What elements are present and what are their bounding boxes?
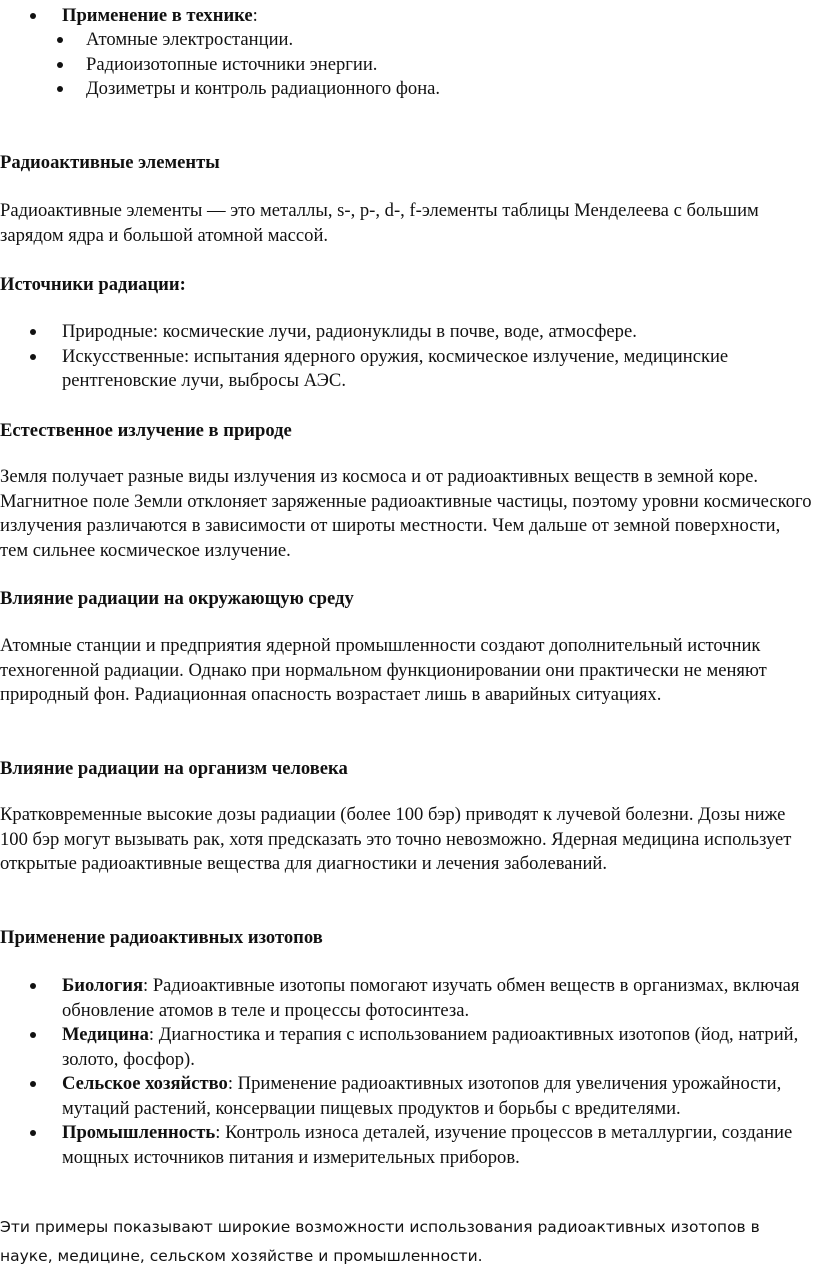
section-heading: Естественное излучение в природе	[0, 420, 292, 441]
section-paragraph: Земля получает разные виды излучения из космоса и от радиоактивных веществ в земной коре. Магнитное поле Земли отклоняет заряженные радиоактивные частицы, поэтому уровни космического излучения различаются в зависимости от широты местности. Чем дальше от земной поверхности, тем сильнее космическое излучение.	[0, 466, 812, 561]
technology-sublist	[0, 28, 816, 102]
list-item-term: Биология	[62, 975, 144, 996]
list-item	[0, 345, 816, 394]
list-item	[0, 1121, 816, 1170]
bullet-icon	[30, 354, 36, 360]
list-item-title: Применение в технике	[62, 5, 253, 26]
bullet-icon	[57, 62, 63, 68]
list-item	[0, 77, 816, 102]
sources-list	[0, 320, 816, 394]
list-item-term: Сельское хозяйство	[62, 1073, 228, 1094]
list-item-text: : Применение радиоактивных изотопов для увеличения урожайности, мутаций растений, консервации пищевых продуктов и борьбы с вредителями.	[62, 1073, 782, 1119]
section-heading: Источники радиации:	[0, 274, 186, 295]
list-item-text: Искусственные: испытания ядерного оружия, космическое излучение, медицинские рентгеновские лучи, выбросы АЭС.	[62, 345, 729, 391]
section-heading: Влияние радиации на организм человека	[0, 758, 348, 779]
list-item-text: Дозиметры и контроль радиационного фона.	[86, 78, 441, 99]
closing-paragraph: Эти примеры показывают широкие возможности использования радиоактивных изотопов в науке, медицине, сельском хозяйстве и промышленности.	[0, 1218, 760, 1265]
section-paragraph: Кратковременные высокие дозы радиации (более 100 бэр) приводят к лучевой болезни. Дозы ниже 100 бэр могут вызывать рак, хотя предсказать это точно невозможно. Ядерная медицина использует открытые радиоактивные вещества для диагностики и лечения заболеваний.	[0, 804, 792, 874]
bullet-icon	[57, 37, 63, 43]
section-paragraph: Атомные станции и предприятия ядерной промышленности создают дополнительный источник техногенной радиации. Однако при нормальном функционировании они практически не меняют природный фон. Радиационная опасность возрастает лишь в аварийных ситуациях.	[0, 635, 767, 705]
list-item	[0, 974, 816, 1023]
list-item-colon: :	[252, 5, 258, 26]
list-item	[0, 53, 816, 78]
list-item-text: : Радиоактивные изотопы помогают изучать обмен веществ в организмах, включая обновление атомов в теле и процессы фотосинтеза.	[62, 975, 800, 1021]
isotopes-list	[0, 974, 816, 1170]
list-item-text: : Диагностика и терапия с использованием радиоактивных изотопов (йод, натрий, золото, фосфор).	[62, 1024, 799, 1070]
bullet-icon	[30, 1130, 36, 1136]
bullet-icon	[30, 329, 36, 335]
list-item	[0, 4, 816, 29]
list-item	[0, 320, 816, 345]
list-item-term: Промышленность	[62, 1122, 216, 1143]
bullet-icon	[30, 1032, 36, 1038]
technology-list	[0, 4, 816, 29]
bullet-icon	[30, 1081, 36, 1087]
list-item	[0, 1023, 816, 1072]
bullet-icon	[57, 86, 63, 92]
section-paragraph: Радиоактивные элементы — это металлы, s-, p-, d-, f-элементы таблицы Менделеева с большим зарядом ядра и большой атомной массой.	[0, 200, 759, 246]
list-item	[0, 28, 816, 53]
bullet-icon	[30, 13, 36, 19]
list-item-text: : Контроль износа деталей, изучение процессов в металлургии, создание мощных источников питания и измерительных приборов.	[62, 1122, 793, 1168]
section-heading: Применение радиоактивных изотопов	[0, 927, 323, 948]
list-item-text: Природные: космические лучи, радионуклиды в почве, воде, атмосфере.	[62, 321, 637, 342]
list-item-text: Радиоизотопные источники энергии.	[86, 53, 378, 75]
bullet-icon	[30, 983, 36, 989]
section-heading: Радиоактивные элементы	[0, 152, 220, 173]
list-item-text: Атомные электростанции.	[86, 29, 294, 50]
list-item-term: Медицина	[62, 1024, 149, 1045]
list-item	[0, 1072, 816, 1121]
section-heading: Влияние радиации на окружающую среду	[0, 588, 354, 609]
